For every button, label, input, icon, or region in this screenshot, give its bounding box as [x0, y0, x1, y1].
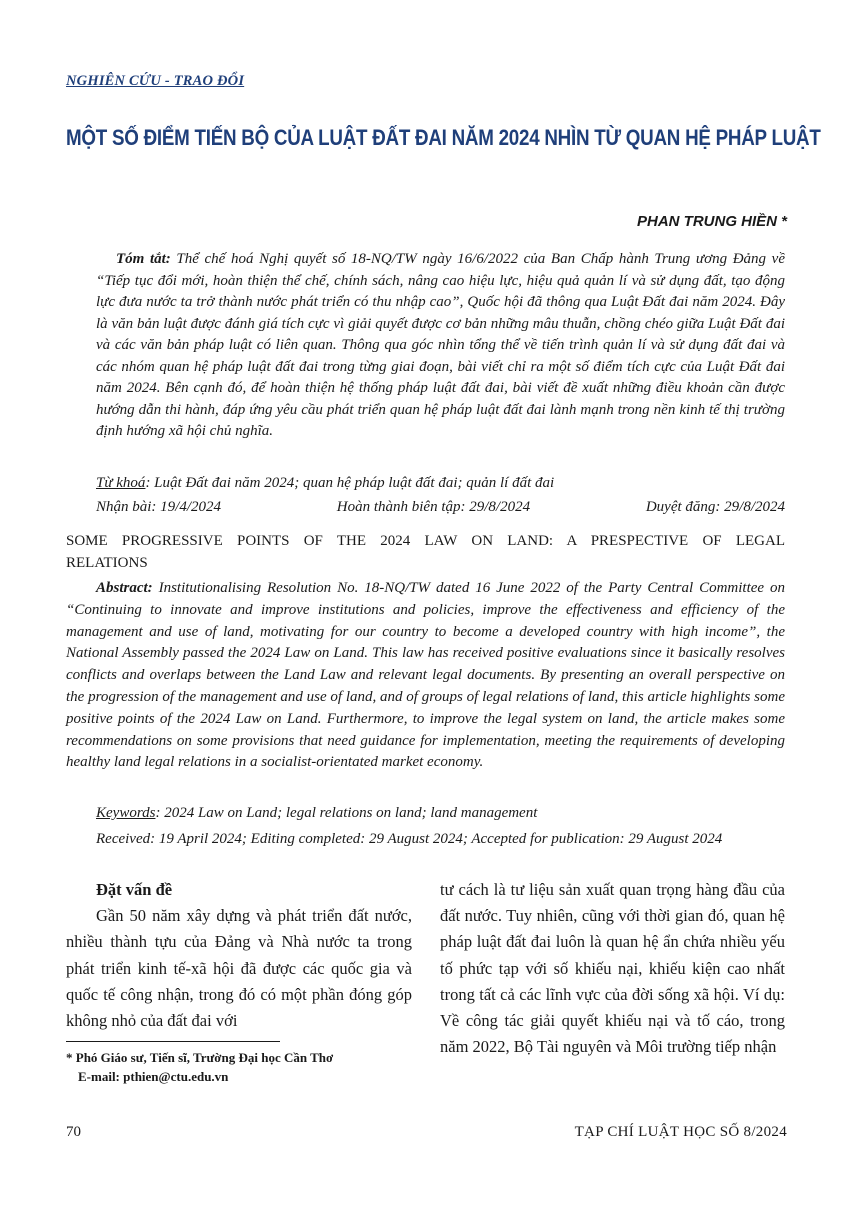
body-column-left	[66, 877, 412, 1034]
keywords-english	[96, 805, 537, 822]
section-label: NGHIÊN CỨU - TRAO ĐỔI	[66, 73, 245, 89]
dates-vietnamese	[96, 499, 785, 516]
abstract-en-label: Abstract:	[96, 580, 153, 596]
abstract-vietnamese	[96, 249, 785, 443]
body-paragraph-left: Gần 50 năm xây dựng và phát triển đất nước, nhiều thành tựu của Đảng và Nhà nước ta trong phát triển kinh tế-xã hội đã được các quốc gia và quốc tế công nhận, trong đó có một phần đóng góp không nhỏ của đất đai với	[66, 906, 412, 1031]
footnote-affiliation: * Phó Giáo sư, Tiến sĩ, Trường Đại học Cần Thơ	[66, 1050, 334, 1065]
abstract-vi-label: Tóm tắt:	[116, 251, 171, 267]
author-name: PHAN TRUNG HIỀN *	[636, 213, 787, 230]
abstract-vi-text: Thể chế hoá Nghị quyết số 18-NQ/TW ngày 16/6/2022 của Ban Chấp hành Trung ương Đảng về “Tiếp tục đổi mới, hoàn thiện thể chế, chính sách, nâng cao hiệu lực, hiệu quả quản lí và sử dụng đất, tạo động lực đưa nước ta trở thành nước phát triển có thu nhập cao”, Quốc hội đã thông qua Luật Đất đai năm 2024. Đây là văn bản luật được đánh giá tích cực vì giải quyết được cơ bản những mâu thuẫn, chồng chéo giữa Luật Đất đai và các văn bản pháp luật có liên quan. Thông qua góc nhìn tổng thể về tiến trình quản lí và sử dụng đất đai và các nhóm quan hệ pháp luật đất đai trong từng giai đoạn, bài viết chỉ ra một số điểm tích cực của Luật Đất đai năm 2024. Bên cạnh đó, để hoàn thiện hệ thống pháp luật đất đai, bài viết đề xuất những điều khoản cần được hướng dẫn thi hành, đáp ứng yêu cầu phát triển quan hệ pháp luật đất đai lành mạnh trong nền kinh tế thị trường định hướng xã hội chủ nghĩa.	[96, 251, 785, 439]
accepted-date-vi: Duyệt đăng: 29/8/2024	[645, 499, 785, 515]
received-date-vi: Nhận bài: 19/4/2024	[96, 499, 222, 515]
journal-name: TẠP CHÍ LUẬT HỌC SỐ 8/2024	[574, 1124, 787, 1140]
body-paragraph-right: tư cách là tư liệu sản xuất quan trọng hàng đầu của đất nước. Tuy nhiên, cũng với thời gian đó, quan hệ pháp luật đất đai luôn là quan hệ ẩn chứa nhiều yếu tố phức tạp với số khiếu nại, khiếu kiện cao nhất trong tất cả các lĩnh vực của đời sống xã hội. Ví dụ: Về công tác giải quyết khiếu nại và tố cáo, trong năm 2022, Bộ Tài nguyên và Môi trường tiếp nhận	[440, 880, 785, 1057]
abstract-en-text: Institutionalising Resolution No. 18-NQ/TW dated 16 June 2022 of the Party Central Committee on “Continuing to innovate and improve institutions and policies, improve the effectiveness and efficiency of the management and use of land, motivating for our country to become a developed country with high income”, the National Assembly passed the 2024 Law on Land. This law has received positive evaluations since it basically resolves conflicts and overlaps between the Land Law and relevant legal documents. By presenting an overall perspective on the progression of the management and use of land, and of groups of legal relations of land, this article highlights some positive points of the 2024 Law on Land. Furthermore, to improve the legal system on land, the article makes some recommendations on some provisions that need guidance for implementation, meeting the requirements of developing healthy land legal relations in a socialist-orientated market economy.	[66, 580, 785, 771]
keywords-vi-label: Từ khoá	[96, 475, 146, 491]
footnote-divider	[66, 1041, 280, 1042]
section-heading: Đặt vấn đề	[96, 880, 173, 899]
page-number: 70	[66, 1124, 81, 1140]
article-title: MỘT SỐ ĐIỂM TIẾN BỘ CỦA LUẬT ĐẤT ĐAI NĂM 2024 NHÌN TỪ QUAN HỆ PHÁP LUẬT	[66, 125, 821, 150]
keywords-vietnamese	[96, 475, 554, 492]
footnote-email: E-mail: pthien@ctu.edu.vn	[78, 1069, 229, 1084]
editing-date-vi: Hoàn thành biên tập: 29/8/2024	[336, 499, 531, 515]
keywords-en-text: : 2024 Law on Land; legal relations on land; land management	[155, 805, 538, 821]
dates-english: Received: 19 April 2024; Editing completed: 29 August 2024; Accepted for publication: 29 August 2024	[96, 831, 723, 847]
keywords-en-label: Keywords	[96, 805, 156, 821]
footnote	[66, 1048, 333, 1086]
abstract-english	[66, 578, 785, 774]
keywords-vi-text: : Luật Đất đai năm 2024; quan hệ pháp luật đất đai; quản lí đất đai	[145, 475, 555, 491]
english-title: SOME PROGRESSIVE POINTS OF THE 2024 LAW ON LAND: A PRESPECTIVE OF LEGAL RELATIONS	[66, 533, 785, 571]
